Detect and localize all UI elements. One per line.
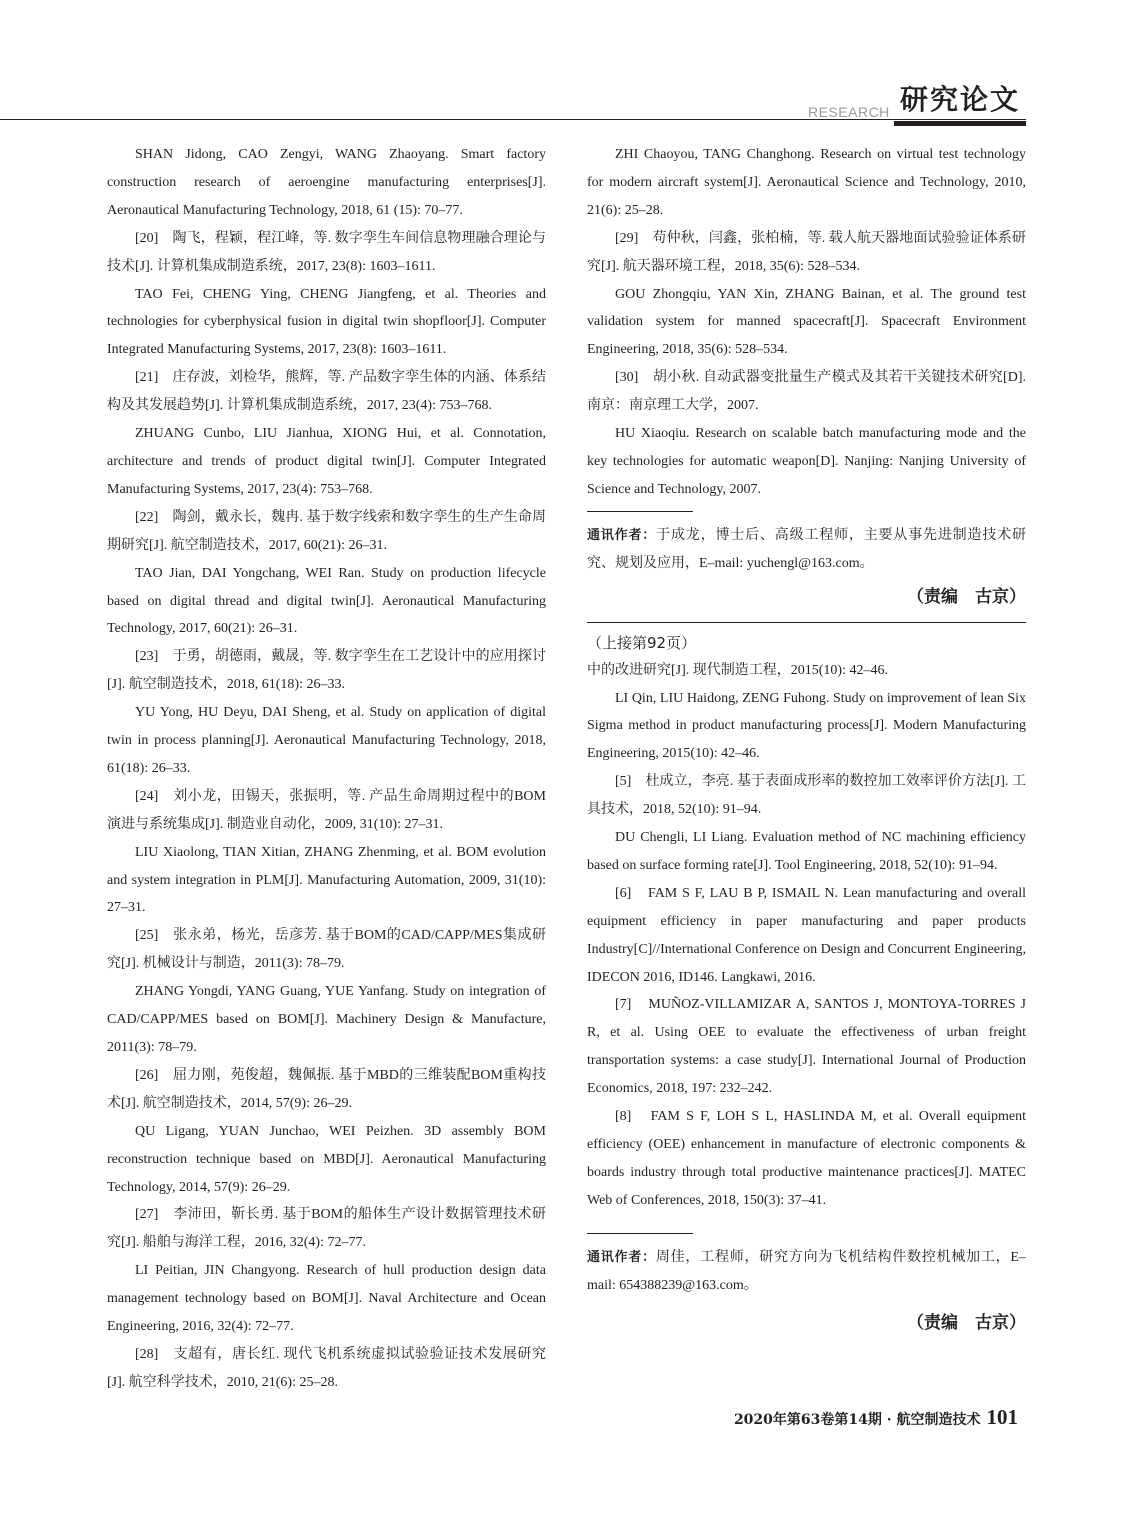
- reference-entry: LI Qin, LIU Haidong, ZENG Fuhong. Study on improvement of lean Six Sigma method in product manufacturing process[J]. Modern Manufacturing Engineering, 2015(10): 42–46.: [587, 690, 1026, 762]
- reference-entry: TAO Jian, DAI Yongchang, WEI Ran. Study on production lifecycle based on digital thread and digital twin[J]. Aeronautical Manufacturing Technology, 2017, 60(21): 26–31.: [107, 565, 546, 637]
- reference-entry: [6] FAM S F, LAU B P, ISMAIL N. Lean manufacturing and overall equipment efficiency in paper manufacturing and paper products Industry[C]//International Conference on Design and Concurrent Engineering, IDECON 2016, ID146. Langkawi, 2016.: [587, 885, 1026, 985]
- reference-entry: [25] 张永弟，杨光，岳彦芳. 基于BOM的CAD/CAPP/MES集成研究[J]. 机械设计与制造，2011(3): 78–79.: [107, 928, 546, 972]
- reference-entry: DU Chengli, LI Liang. Evaluation method of NC machining efficiency based on surface forming rate[J]. Tool Engineering, 2018, 52(10): 91–94.: [587, 830, 1026, 873]
- reference-entry: TAO Fei, CHENG Ying, CHENG Jiangfeng, et al. Theories and technologies for cyberphysical fusion in digital twin shopfloor[J]. Computer Integrated Manufacturing Systems, 2017, 23(8): 1603–1611.: [107, 286, 546, 358]
- editor-note: （责编 古京）: [907, 1312, 1026, 1333]
- reference-entry: YU Yong, HU Deyu, DAI Sheng, et al. Study on application of digital twin in process planning[J]. Aeronautical Manufacturing Technology, 2018, 61(18): 26–33.: [107, 705, 546, 776]
- reference-entry: [28] 支超有，唐长红. 现代飞机系统虚拟试验验证技术发展研究[J]. 航空科学技术，2010, 21(6): 25–28.: [107, 1346, 546, 1390]
- reference-list-bottom: [587, 657, 1026, 1215]
- journal-issue: 2020年第63卷第14期 · 航空制造技术: [733, 1412, 981, 1428]
- reference-entry: SHAN Jidong, CAO Zengyi, WANG Zhaoyang. Smart factory construction research of aeroengine manufacturing enterprises[J]. Aeronautical Manufacturing Technology, 2018, 61 (15): 70–77.: [107, 147, 546, 218]
- header-label-zh: 研究论文: [894, 82, 1026, 126]
- reference-entry: [29] 苟仲秋，闫鑫，张柏楠，等. 载人航天器地面试验验证体系研究[J]. 航天器环境工程，2018, 35(6): 528–534.: [587, 230, 1026, 274]
- corresponding-author-note: [587, 522, 1026, 578]
- author-divider: [587, 511, 693, 512]
- page-number: 101: [986, 1405, 1018, 1429]
- reference-entry: [26] 屈力刚，苑俊超，魏佩振. 基于MBD的三维装配BOM重构技术[J]. 航空制造技术，2014, 57(9): 26–29.: [107, 1067, 546, 1111]
- reference-entry: [22] 陶剑，戴永长，魏冉. 基于数字线索和数字孪生的生产生命周期研究[J]. 航空制造技术，2017, 60(21): 26–31.: [107, 509, 546, 553]
- reference-entry: [5] 杜成立，李亮. 基于表面成形率的数控加工效率评价方法[J]. 工具技术，2018, 52(10): 91–94.: [587, 774, 1026, 818]
- header-label-en: RESEARCH: [808, 104, 890, 120]
- left-column: [107, 141, 546, 1397]
- reference-entry: LIU Xiaolong, TIAN Xitian, ZHANG Zhenming, et al. BOM evolution and system integration in PLM[J]. Manufacturing Automation, 2009, 31(10): 27–31.: [107, 844, 546, 916]
- reference-entry: [30] 胡小秋. 自动武器变批量生产模式及其若干关键技术研究[D]. 南京：南京理工大学，2007.: [587, 370, 1026, 414]
- reference-entry: LI Peitian, JIN Changyong. Research of hull production design data management technology based on BOM[J]. Naval Architecture and Ocean Engineering, 2016, 32(4): 72–77.: [107, 1263, 546, 1335]
- author-divider: [587, 1233, 693, 1234]
- editor-note: （责编 古京）: [907, 586, 1026, 607]
- reference-entry: ZHUANG Cunbo, LIU Jianhua, XIONG Hui, et al. Connotation, architecture and trends of product digital twin[J]. Computer Integrated Manufacturing Systems, 2017, 23(4): 753–768.: [107, 426, 546, 497]
- reference-entry: [27] 李沛田，靳长勇. 基于BOM的船体生产设计数据管理技术研究[J]. 船舶与海洋工程，2016, 32(4): 72–77.: [107, 1207, 546, 1251]
- author-text: 于成龙，博士后、高级工程师，主要从事先进制造技术研究、规划及应用，E–mail: yuchengl@163.com。: [587, 527, 1026, 571]
- reference-entry: ZHANG Yongdi, YANG Guang, YUE Yanfang. Study on integration of CAD/CAPP/MES based on BOM[J]. Machinery Design & Manufacture, 2011(3): 78–79.: [107, 984, 546, 1055]
- reference-entry: 中的改进研究[J]. 现代制造工程，2015(10): 42–46.: [587, 662, 888, 678]
- author-text: 周佳，工程师，研究方向为飞机结构件数控机械加工，E–mail: 654388239@163.com。: [587, 1249, 1026, 1293]
- corresponding-author-note: [587, 1244, 1026, 1300]
- right-column: [587, 141, 1026, 1338]
- reference-entry: [21] 庄存波，刘检华，熊辉，等. 产品数字孪生体的内涵、体系结构及其发展趋势[J]. 计算机集成制造系统，2017, 23(4): 753–768.: [107, 370, 546, 414]
- reference-entry: QU Ligang, YUAN Junchao, WEI Peizhen. 3D assembly BOM reconstruction technique based on MBD[J]. Aeronautical Manufacturing Technology, 2014, 57(9): 26–29.: [107, 1123, 546, 1195]
- reference-entry: [8] FAM S F, LOH S L, HASLINDA M, et al. Overall equipment efficiency (OEE) enhancement in manufacture of electronic components & boards industry through total productive maintenance practices[J]. MATEC Web of Conferences, 2018, 150(3): 37–41.: [587, 1109, 1026, 1208]
- reference-entry: [7] MUÑOZ-VILLAMIZAR A, SANTOS J, MONTOYA-TORRES J R, et al. Using OEE to evaluate the effectiveness of urban freight transportation systems: a case study[J]. International Journal of Production Economics, 2018, 197: 232–242.: [587, 997, 1026, 1097]
- section-divider: [587, 622, 1026, 623]
- reference-entry: [24] 刘小龙，田锡天，张振明，等. 产品生命周期过程中的BOM演进与系统集成[J]. 制造业自动化，2009, 31(10): 27–31.: [107, 788, 546, 832]
- author-label: 通讯作者：: [587, 1249, 656, 1265]
- reference-entry: ZHI Chaoyou, TANG Changhong. Research on virtual test technology for modern aircraft system[J]. Aeronautical Science and Technology, 2010, 21(6): 25–28.: [587, 147, 1026, 218]
- page-footer: [734, 1405, 1018, 1430]
- reference-entry: [20] 陶飞，程颖，程江峰，等. 数字孪生车间信息物理融合理论与技术[J]. 计算机集成制造系统，2017, 23(8): 1603–1611.: [107, 230, 546, 274]
- reference-entry: GOU Zhongqiu, YAN Xin, ZHANG Bainan, et al. The ground test validation system for manned spacecraft[J]. Spacecraft Environment Engineering, 2018, 35(6): 528–534.: [587, 286, 1026, 358]
- reference-entry: [23] 于勇，胡德雨，戴晟，等. 数字孪生在工艺设计中的应用探讨[J]. 航空制造技术，2018, 61(18): 26–33.: [107, 649, 546, 693]
- reference-entry: HU Xiaoqiu. Research on scalable batch manufacturing mode and the key technologies for automatic weapon[D]. Nanjing: Nanjing University of Science and Technology, 2007.: [587, 426, 1026, 497]
- author-label: 通讯作者：: [587, 527, 657, 543]
- reference-list-top: [587, 141, 1026, 504]
- continued-label: （上接第92页）: [587, 633, 697, 652]
